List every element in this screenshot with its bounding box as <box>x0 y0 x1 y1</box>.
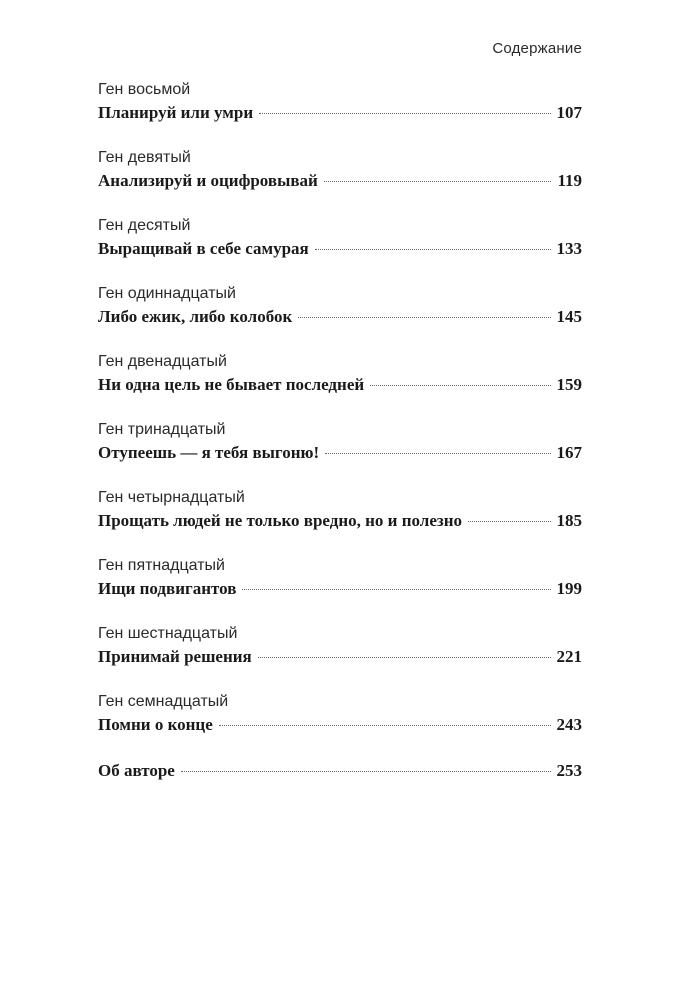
dot-leader <box>259 113 550 114</box>
chapter-number: Ген шестнадцатый <box>98 625 238 642</box>
dot-leader <box>315 249 551 250</box>
toc-entry <box>98 80 582 123</box>
toc-entry <box>98 148 582 191</box>
chapter-number: Ген четырнадцатый <box>98 489 245 506</box>
toc-line[interactable] <box>98 442 582 463</box>
chapter-title: Анализируй и оцифровывай <box>98 171 318 190</box>
toc-entry <box>98 420 582 463</box>
page-number: 107 <box>556 103 582 122</box>
toc-entry <box>98 352 582 395</box>
dot-leader <box>258 657 551 658</box>
toc-entry <box>98 624 582 667</box>
page-number: 159 <box>556 375 582 394</box>
page-number: 145 <box>556 307 582 326</box>
toc-line[interactable] <box>98 714 582 735</box>
toc-line[interactable] <box>98 646 582 667</box>
toc-entry <box>98 488 582 531</box>
toc-line[interactable] <box>98 374 582 395</box>
chapter-number: Ген тринадцатый <box>98 421 226 438</box>
page-number: 253 <box>556 761 582 780</box>
table-of-contents <box>98 80 582 806</box>
chapter-number: Ген двенадцатый <box>98 353 227 370</box>
page-number: 167 <box>556 443 582 462</box>
dot-leader <box>181 771 551 772</box>
chapter-number: Ген семнадцатый <box>98 693 229 710</box>
toc-line[interactable] <box>98 510 582 531</box>
dot-leader <box>325 453 550 454</box>
toc-entry <box>98 284 582 327</box>
toc-line[interactable] <box>98 306 582 327</box>
page-number: 185 <box>556 511 582 530</box>
chapter-number: Ген девятый <box>98 149 191 166</box>
chapter-title: Ищи подвигантов <box>98 579 237 598</box>
chapter-title: Прощать людей не только вредно, но и полезно <box>98 511 462 530</box>
chapter-number: Ген одиннадцатый <box>98 285 236 302</box>
page-number: 199 <box>556 579 582 598</box>
chapter-title: Либо ежик, либо колобок <box>98 307 293 326</box>
page-number: 243 <box>556 715 582 734</box>
about-author-title: Об авторе <box>98 761 175 780</box>
toc-line[interactable] <box>98 578 582 599</box>
toc-entry <box>98 692 582 735</box>
page-number: 221 <box>556 647 582 666</box>
chapter-title: Отупеешь — я тебя выгоню! <box>98 443 320 462</box>
dot-leader <box>324 181 552 182</box>
dot-leader <box>219 725 551 726</box>
dot-leader <box>370 385 550 386</box>
toc-line[interactable] <box>98 760 582 781</box>
chapter-title: Помни о конце <box>98 715 213 734</box>
toc-entry <box>98 556 582 599</box>
chapter-number: Ген восьмой <box>98 81 191 98</box>
toc-entry-about-author <box>98 760 582 781</box>
chapter-number: Ген десятый <box>98 217 191 234</box>
toc-line[interactable] <box>98 170 582 191</box>
running-head: Содержание <box>492 40 582 57</box>
dot-leader <box>242 589 550 590</box>
page-number: 133 <box>556 239 582 258</box>
toc-entry <box>98 216 582 259</box>
toc-line[interactable] <box>98 102 582 123</box>
chapter-title: Принимай решения <box>98 647 252 666</box>
page-number: 119 <box>557 171 582 190</box>
chapter-title: Выращивай в себе самурая <box>98 239 309 258</box>
dot-leader <box>298 317 550 318</box>
dot-leader <box>468 521 551 522</box>
toc-line[interactable] <box>98 238 582 259</box>
chapter-title: Планируй или умри <box>98 103 254 122</box>
chapter-title: Ни одна цель не бывает последней <box>98 375 365 394</box>
chapter-number: Ген пятнадцатый <box>98 557 225 574</box>
